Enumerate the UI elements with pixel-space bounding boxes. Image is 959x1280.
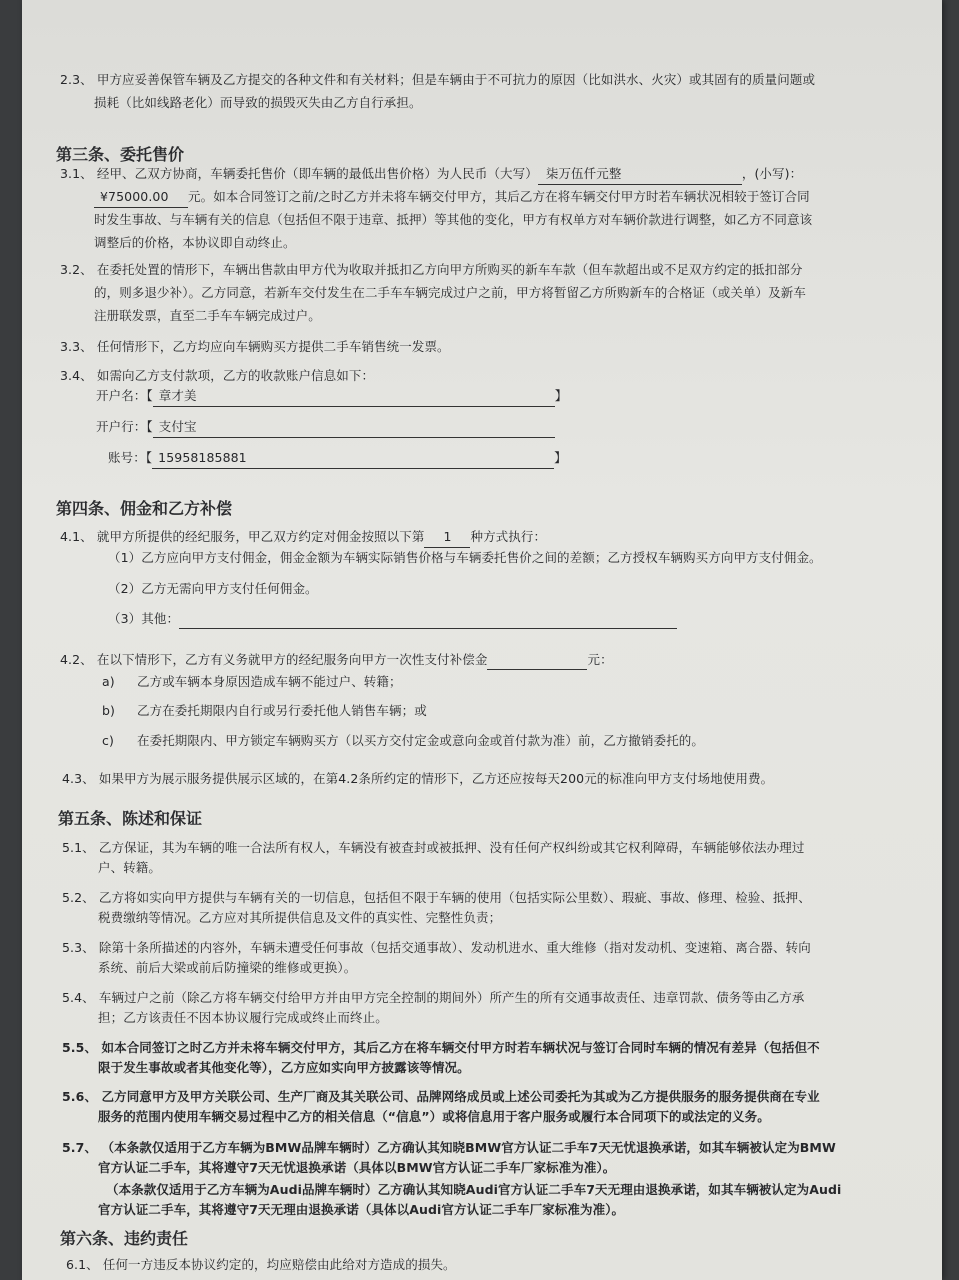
clause-3-3: 3.3、 任何情形下，乙方均应向车辆购买方提供二手车销售统一发票。 [60,339,450,354]
item-b-text: 乙方在委托期限内自行或另行委托他人销售车辆；或 [137,703,427,718]
clause-5-2-line2: 税费缴纳等情况。乙方应对其所提供信息及文件的真实性、完整性负责； [98,910,502,925]
clause-5-6-line2: 服务的范围内使用车辆交易过程中乙方的相关信息（“信息”）或将信息用于客户服务或履行本合同项下的或法定的义务。 [98,1109,770,1124]
clause-5-4-line1: 5.4、 车辆过户之前（除乙方将车辆交付给甲方并由甲方完全控制的期间外）所产生的所有交通事故责任、违章罚款、债务等由乙方承 [62,990,805,1005]
account-name-value: 章才美 [158,388,197,403]
price-small-value: ¥75000.00 [100,189,169,204]
clause-3-1-prefix: 3.1、 经甲、乙双方协商，车辆委托售价（即车辆的最低出售价格）为人民币（大写） [60,166,538,181]
clause-4-2-suffix: 元： [587,652,613,667]
clause-5-1-line2: 户、转籍。 [98,860,162,875]
clause-5-3-line2: 系统、前后大梁或前后防撞梁的维修或更换）。 [98,960,357,975]
account-bank-row [96,417,555,438]
item-c-label: c) [102,733,114,748]
account-number-field [152,448,554,469]
section-6-heading: 第六条、违约责任 [60,1229,189,1248]
clause-5-5-line1: 5.5、 如本合同签订之时乙方并未将车辆交付甲方，其后乙方在将车辆交付甲方时若车辆状况与签订合同时车辆的情况有差异（包括但不 [62,1040,820,1055]
clause-4-2 [60,650,613,670]
clause-5-3-line1: 5.3、 除第十条所描述的内容外，车辆未遭受任何事故（包括交通事故）、发动机进水、重大维修（指对发动机、变速箱、离合器、转向 [62,940,811,955]
account-number-label: 账号：【 [108,450,153,465]
account-number-row [108,448,567,469]
item-a-label: a) [102,674,115,689]
clause-5-6-line1: 5.6、 乙方同意甲方及甲方关联公司、生产厂商及其关联公司、品牌网络成员或上述公司委托为其或为乙方提供服务的服务提供商在专业 [62,1089,820,1104]
compensation-field [487,653,587,670]
clause-4-2-prefix: 4.2、 在以下情形下，乙方有义务就甲方的经纪服务向甲方一次性支付补偿金 [60,652,488,667]
clause-5-1-line1: 5.1、 乙方保证，其为车辆的唯一合法所有权人，车辆没有被查封或被抵押、没有任何产权纠纷或其它权利障碍，车辆能够依法办理过 [62,840,805,855]
account-name-row [96,386,567,407]
option-1: （1）乙方应向甲方支付佣金，佣金金额为车辆实际销售价格与车辆委托售价之间的差额；乙方授权车辆购买方向甲方支付佣金。 [108,550,822,565]
clause-3-1-line2-text: 元。如本合同签订之前/之时乙方并未将车辆交付甲方，其后乙方在将车辆交付甲方时若车辆状况相较于签订合同 [188,189,810,204]
account-bank-field [153,417,555,438]
price-small-label: ，(小写)： [741,166,803,181]
account-name-label: 开户名：【 [96,388,153,403]
clause-4-1 [60,527,546,548]
clause-3-1-line1 [60,164,802,185]
bracket-close: 】 [554,388,568,403]
clause-5-7-line4: 官方认证二手车，其将遵守7天无理由退换承诺（具体以Audi官方认证二手车厂家标准为准）。 [98,1202,625,1217]
clause-5-7-line3: （本条款仅适用于乙方车辆为Audi品牌车辆时）乙方确认其知晓Audi官方认证二手车7天无理由退换承诺，如其车辆被认定为Audi [106,1182,842,1197]
item-b-label: b) [102,703,116,718]
price-upper-field [538,164,742,185]
account-bank-label: 开户行：【 [96,419,153,434]
option-3-label: （3）其他： [108,611,180,626]
item-c-text: 在委托期限内、甲方锁定车辆购买方（以买方交付定金或意向金或首付款为准）前，乙方撤销委托的。 [137,733,705,748]
item-a-text: 乙方或车辆本身原因造成车辆不能过户、转籍； [137,674,402,689]
clause-5-5-line2: 限于发生事故或者其他变化等），乙方应如实向甲方披露该等情况。 [98,1060,470,1075]
contract-page [22,0,942,1280]
clause-2-3-line2: 损耗（比如线路老化）而导致的损毁灭失由乙方自行承担。 [94,95,422,110]
clause-5-2-line1: 5.2、 乙方将如实向甲方提供与车辆有关的一切信息，包括但不限于车辆的使用（包括实际公里数）、瑕疵、事故、修理、检验、抵押、 [62,890,811,905]
clause-3-2-line3: 注册联发票，直至二手车车辆完成过户。 [94,308,321,323]
account-name-field [153,386,555,407]
commission-choice-field [424,527,470,548]
section-4-heading: 第四条、佣金和乙方补偿 [56,499,233,518]
price-upper-value: 柒万伍仟元整 [545,166,622,181]
clause-3-1-line2 [94,187,810,208]
clause-5-7-line2: 官方认证二手车，其将遵守7天无忧退换承诺（具体以BMW官方认证二手车厂家标准为准）。 [98,1160,616,1175]
clause-3-1-line3: 时发生事故、与车辆有关的信息（包括但不限于违章、抵押）等其他的变化，甲方有权单方对车辆价款进行调整，如乙方不同意该 [94,212,813,227]
section-3-heading: 第三条、委托售价 [56,145,185,164]
option-3-field [179,612,677,629]
clause-3-1-line4: 调整后的价格，本协议即自动终止。 [94,235,296,250]
option-3 [108,609,677,629]
clause-3-4: 3.4、 如需向乙方支付款项，乙方的收款账户信息如下： [60,368,375,383]
clause-4-3: 4.3、 如果甲方为展示服务提供展示区域的，在第4.2条所约定的情形下，乙方还应按每天200元的标准向甲方支付场地使用费。 [62,771,774,786]
clause-3-2-line1: 3.2、 在委托处置的情形下，车辆出售款由甲方代为收取并抵扣乙方向甲方所购买的新车车款（但车款超出或不足双方约定的抵扣部分 [60,262,803,277]
account-bank-value: 支付宝 [158,419,197,434]
clause-6-1: 6.1、 任何一方违反本协议约定的，均应赔偿由此给对方造成的损失。 [66,1257,456,1272]
section-5-heading: 第五条、陈述和保证 [58,809,203,828]
clause-5-4-line2: 担；乙方该责任不因本协议履行完成或终止而终止。 [98,1010,388,1025]
option-2: （2）乙方无需向甲方支付任何佣金。 [108,581,318,596]
commission-choice-value: 1 [443,529,452,544]
bracket-close: 】 [554,450,567,465]
clause-4-1-suffix: 种方式执行： [470,529,547,544]
clause-2-3-line1: 2.3、 甲方应妥善保管车辆及乙方提交的各种文件和有关材料；但是车辆由于不可抗力的原因（比如洪水、火灾）或其固有的质量问题或 [60,72,816,87]
price-small-field [94,187,188,208]
clause-3-2-line2: 的，则多退少补）。乙方同意，若新车交付发生在二手车车辆完成过户之前，甲方将暂留乙方所购新车的合格证（或关单）及新车 [94,285,806,300]
clause-4-1-prefix: 4.1、 就甲方所提供的经纪服务，甲乙双方约定对佣金按照以下第 [60,529,425,544]
clause-5-7-line1: 5.7、 （本条款仅适用于乙方车辆为BMW品牌车辆时）乙方确认其知晓BMW官方认证二手车7天无忧退换承诺，如其车辆被认定为BMW [62,1140,836,1155]
account-number-value: 15958185881 [158,450,247,465]
